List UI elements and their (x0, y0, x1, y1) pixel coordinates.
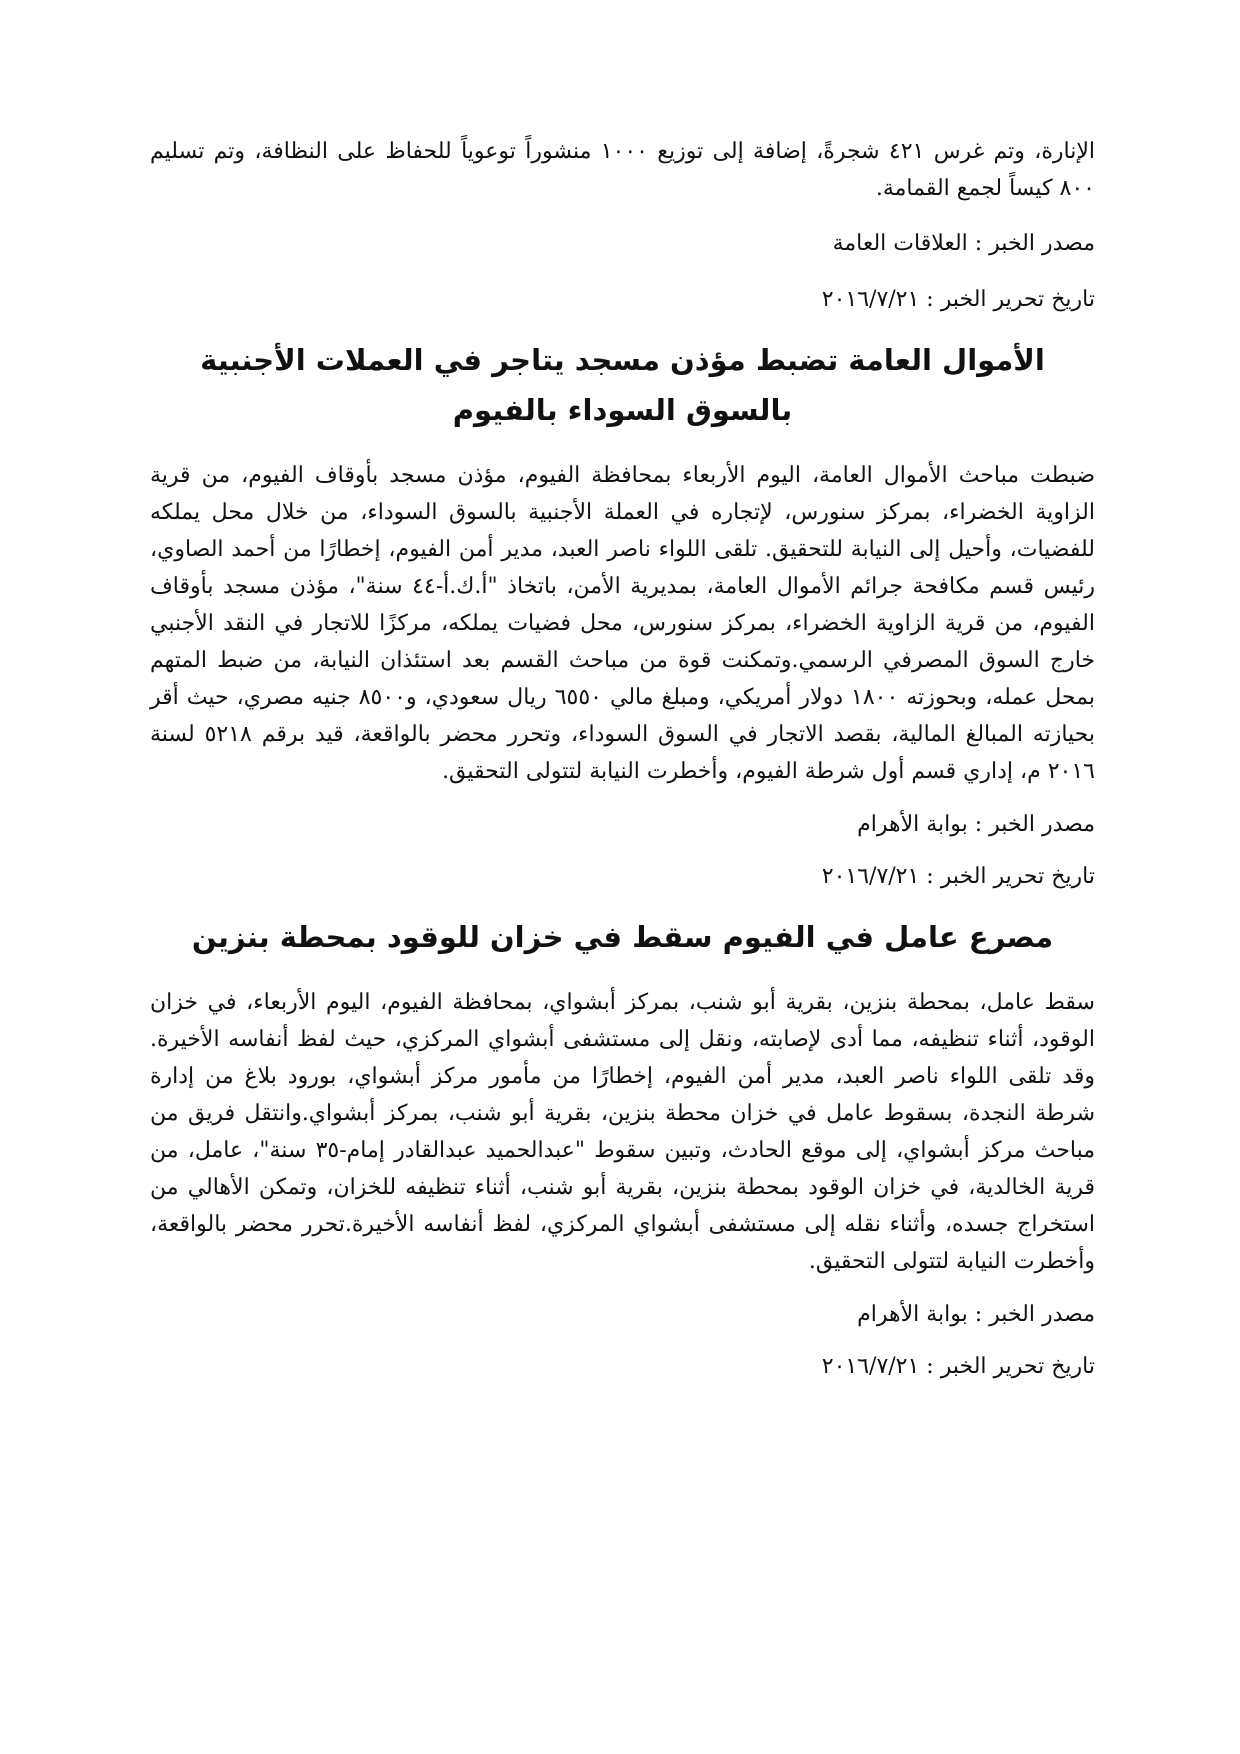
article2-headline: مصرع عامل في الفيوم سقط في خزان للوقود بمحطة بنزين (191, 920, 1054, 954)
article2-source: مصدر الخبر : بوابة الأهرام (857, 1302, 1095, 1327)
article1-headline: الأموال العامة تضبط مؤذن مسجد يتاجر في العملات الأجنبية بالسوق السوداء بالفيوم (200, 343, 1045, 427)
article1-date: تاريخ تحرير الخبر : ٢٠١٦/٧/٢١ (821, 864, 1095, 889)
article1-source: مصدر الخبر : بوابة الأهرام (857, 812, 1095, 837)
document-page (150, 0, 1095, 1382)
intro-paragraph: الإنارة، وتم غرس ٤٢١ شجرةً، إضافة إلى توزيع ١٠٠٠ منشوراً توعوياً للحفاظ على النظافة، وتم تسليم ٨٠٠ كيساً لجمع القمامة. (150, 139, 1095, 201)
article1-body: ضبطت مباحث الأموال العامة، اليوم الأربعاء بمحافظة الفيوم، مؤذن مسجد بأوقاف الفيوم، من قرية الزاوية الخضراء، بمركز سنورس، لإتجاره في العملة الأجنبية بالسوق السوداء، من خلال محل يملكه للفضيات، وأحيل إلى النيابة للتحقيق. تلقى اللواء ناصر العبد، مدير أمن الفيوم، إخطارًا من أحمد الصاوي، رئيس قسم مكافحة جرائم الأموال العامة، بمديرية الأمن، باتخاذ "أ.ك.أ-٤٤ سنة"، مؤذن مسجد بأوقاف الفيوم، من قرية الزاوية الخضراء، بمركز سنورس، محل فضيات يملكه، مركزًا للاتجار في النقد الأجنبي خارج السوق المصرفي الرسمي.وتمكنت قوة من مباحث القسم بعد استئذان النيابة، من ضبط المتهم بمحل عمله، وبحوزته ١٨٠٠ دولار أمريكي، ومبلغ مالي ٦٥٥٠ ريال سعودي، و٨٥٠٠ جنيه مصري، حيث أقر بحيازته المبالغ المالية، بقصد الاتجار في السوق السوداء، وتحرر محضر بالواقعة، قيد برقم ٥٢١٨ لسنة ٢٠١٦ م، إداري قسم أول شرطة الفيوم، وأخطرت النيابة لتتولى التحقيق. (150, 463, 1095, 784)
intro-source: مصدر الخبر : العلاقات العامة (832, 231, 1095, 256)
article2-date: تاريخ تحرير الخبر : ٢٠١٦/٧/٢١ (821, 1354, 1095, 1379)
intro-date: تاريخ تحرير الخبر : ٢٠١٦/٧/٢١ (821, 287, 1095, 312)
article2-body: سقط عامل، بمحطة بنزين، بقرية أبو شنب، بمركز أبشواي، بمحافظة الفيوم، اليوم الأربعاء، في خزان الوقود، أثناء تنظيفه، مما أدى لإصابته، ونقل إلى مستشفى أبشواي المركزي، حيث لفظ أنفاسه الأخيرة. وقد تلقى اللواء ناصر العبد، مدير أمن الفيوم، إخطارًا من مأمور مركز أبشواي، بورود بلاغ من إدارة شرطة النجدة، بسقوط عامل في خزان محطة بنزين، بقرية أبو شنب، بمركز أبشواي.وانتقل فريق من مباحث مركز أبشواي، إلى موقع الحادث، وتبين سقوط "عبدالحميد عبدالقادر إمام-٣٥ سنة"، عامل، من قرية الخالدية، في خزان الوقود بمحطة بنزين، بقرية أبو شنب، أثناء تنظيفه للخزان، وتمكن الأهالي من استخراج جسده، وأثناء نقله إلى مستشفى أبشواي المركزي، لفظ أنفاسه الأخيرة.تحرر محضر بالواقعة، وأخطرت النيابة لتتولى التحقيق. (150, 990, 1095, 1274)
